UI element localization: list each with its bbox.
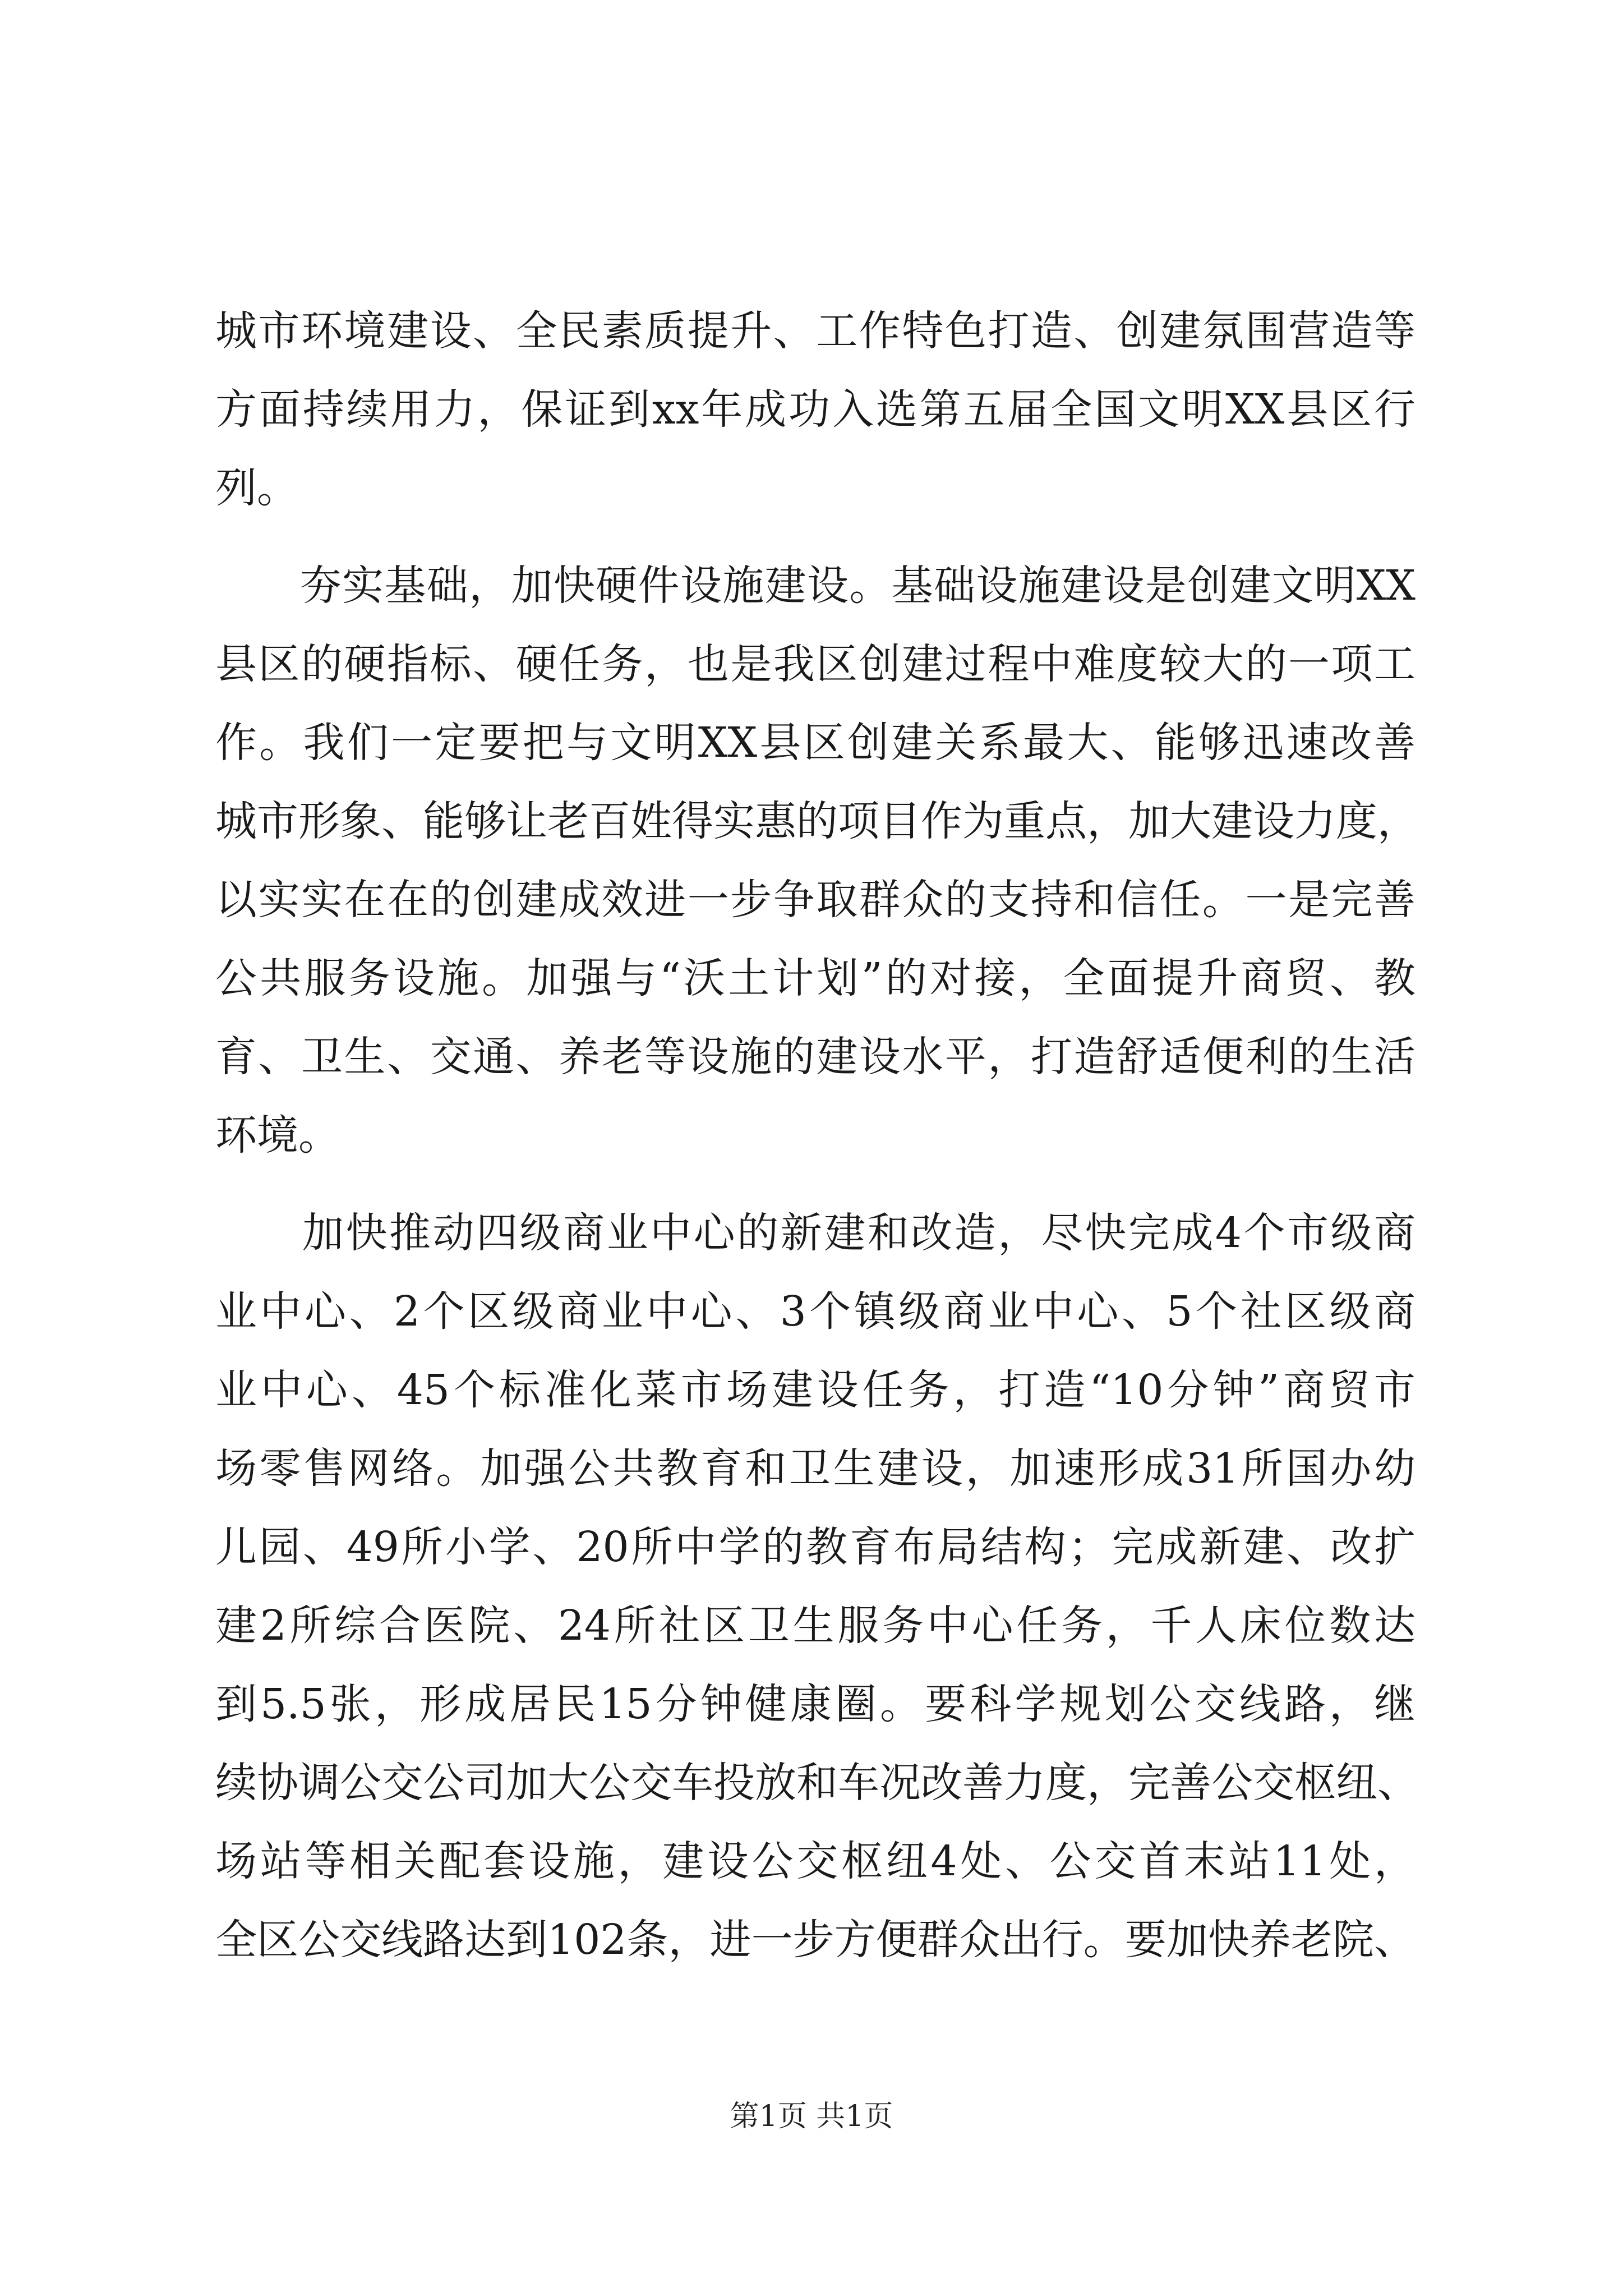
page-footer <box>0 2097 1623 2136</box>
text-line: 儿园、49所小学、20所中学的教育布局结构；完成新建、改扩 <box>215 1523 1415 1571</box>
text-line: 全区公交线路达到102条，进一步方便群众出行。要加快养老院、 <box>215 1916 1415 1964</box>
text-line: 场零售网络。加强公共教育和卫生建设，加速形成31所国办幼 <box>215 1444 1415 1493</box>
paragraph-1 <box>215 292 1415 527</box>
text-line: 以实实在在的创建成效进一步争取群众的支持和信任。一是完善 <box>215 876 1415 924</box>
paragraph-3 <box>215 1194 1419 1979</box>
paragraph-2 <box>215 546 1419 1175</box>
page-number: 第1页 共1页 <box>730 2100 893 2133</box>
text-line: 公共服务设施。加强与“沃土计划”的对接，全面提升商贸、教 <box>215 954 1415 1002</box>
text-line: 作。我们一定要把与文明XX县区创建关系最大、能够迅速改善 <box>215 719 1415 767</box>
text-line: 育、卫生、交通、养老等设施的建设水平，打造舒适便利的生活 <box>215 1033 1415 1081</box>
text-line: 场站等相关配套设施，建设公交枢纽4处、公交首末站11处， <box>215 1837 1415 1885</box>
text-line: 加快推动四级商业中心的新建和改造，尽快完成4个市级商 <box>215 1209 1415 1257</box>
text-line: 到5.5张，形成居民15分钟健康圈。要科学规划公交线路，继 <box>215 1680 1415 1728</box>
text-line: 县区的硬指标、硬任务，也是我区创建过程中难度较大的一项工 <box>215 640 1415 688</box>
text-line: 续协调公交公司加大公交车投放和车况改善力度，完善公交枢纽、 <box>215 1759 1419 1807</box>
text-line: 业中心、2个区级商业中心、3个镇级商业中心、5个社区级商 <box>215 1287 1415 1336</box>
document-body <box>215 292 1419 1979</box>
text-line: 方面持续用力，保证到xx年成功入选第五届全国文明XX县区行 <box>215 385 1415 434</box>
text-line: 环境。 <box>215 1111 340 1159</box>
text-line: 列。 <box>215 464 298 512</box>
text-line: 城市形象、能够让老百姓得实惠的项目作为重点，加大建设力度， <box>215 797 1419 845</box>
text-line: 建2所综合医院、24所社区卫生服务中心任务，千人床位数达 <box>215 1602 1415 1650</box>
text-line: 城市环境建设、全民素质提升、工作特色打造、创建氛围营造等 <box>215 307 1415 355</box>
text-line: 夯实基础，加快硬件设施建设。基础设施建设是创建文明XX <box>215 562 1415 610</box>
text-line: 业中心、45个标准化菜市场建设任务，打造“10分钟”商贸市 <box>215 1366 1415 1414</box>
